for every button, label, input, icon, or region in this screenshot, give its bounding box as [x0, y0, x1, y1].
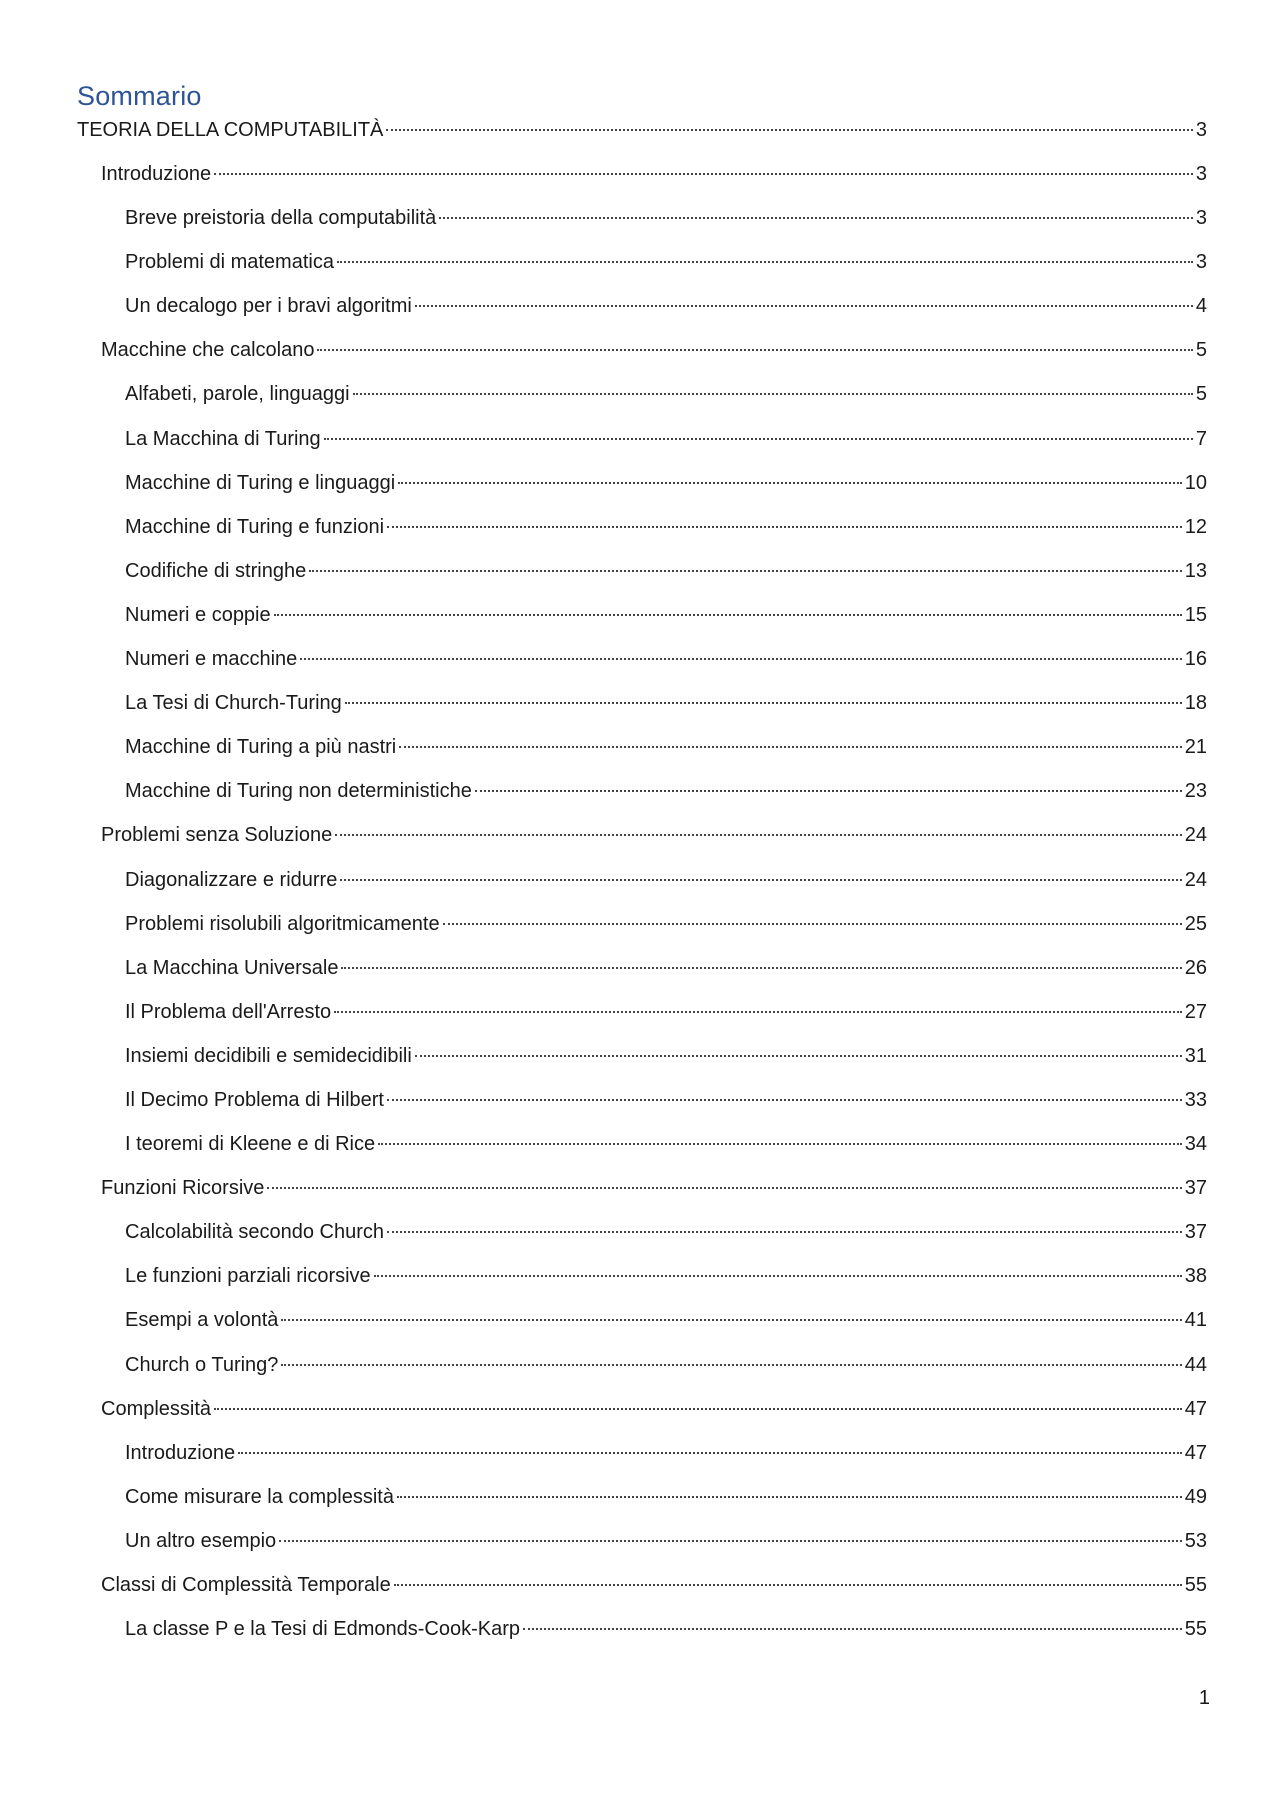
toc-dot-leader [317, 349, 1192, 351]
toc-entry[interactable] [77, 1475, 1207, 1519]
toc-entry-page-number[interactable]: 44 [1184, 1353, 1207, 1376]
toc-entry-page-number[interactable]: 24 [1184, 868, 1207, 891]
toc-entry[interactable] [77, 990, 1207, 1034]
toc-dot-leader [378, 1143, 1182, 1145]
toc-entry-label[interactable]: Complessità [101, 1397, 212, 1420]
toc-dot-leader [523, 1628, 1182, 1630]
toc-list [77, 108, 1207, 1651]
toc-dot-leader [386, 129, 1192, 131]
toc-entry[interactable] [77, 858, 1207, 902]
toc-entry-page-number[interactable]: 34 [1184, 1133, 1207, 1156]
toc-entry-page-number[interactable]: 5 [1195, 383, 1207, 406]
toc-entry[interactable] [77, 1210, 1207, 1254]
toc-entry-label[interactable]: Breve preistoria della computabilità [125, 207, 437, 230]
page-number: 1 [1198, 1687, 1210, 1709]
toc-dot-leader [374, 1275, 1182, 1277]
toc-entry-page-number[interactable]: 15 [1184, 603, 1207, 626]
toc-dot-leader [443, 923, 1182, 925]
toc-entry-page-number[interactable]: 3 [1195, 163, 1207, 185]
toc-entry-label[interactable]: Macchine che calcolano [101, 339, 315, 362]
toc-entry[interactable] [77, 902, 1207, 946]
toc-entry-label[interactable]: Problemi di matematica [125, 251, 334, 274]
toc-entry[interactable] [77, 1166, 1207, 1210]
toc-entry[interactable] [77, 681, 1207, 725]
toc-entry-page-number[interactable]: 49 [1184, 1485, 1207, 1508]
toc-entry[interactable] [77, 417, 1207, 461]
toc-entry-label[interactable]: I teoremi di Kleene e di Rice [125, 1133, 376, 1156]
toc-entry[interactable] [77, 1122, 1207, 1166]
toc-entry[interactable] [77, 946, 1207, 990]
toc-entry-label[interactable]: Il Problema dell'Arresto [125, 1000, 332, 1023]
toc-entry-label[interactable]: Church o Turing? [125, 1353, 279, 1376]
toc-entry-page-number[interactable]: 7 [1195, 427, 1207, 450]
toc-entry-page-number[interactable]: 47 [1184, 1441, 1207, 1464]
toc-dot-leader [274, 614, 1182, 616]
toc-dot-leader [394, 1584, 1182, 1586]
toc-dot-leader [267, 1187, 1181, 1189]
toc-dot-leader [337, 261, 1193, 263]
toc-entry-page-number[interactable]: 18 [1184, 692, 1207, 715]
toc-entry-label[interactable]: Insiemi decidibili e semidecidibili [125, 1044, 412, 1067]
toc-entry[interactable] [77, 505, 1207, 549]
toc-entry-label[interactable]: Classi di Complessità Temporale [101, 1574, 391, 1596]
toc-entry-label[interactable]: La classe P e la Tesi di Edmonds-Cook-Karp [125, 1618, 521, 1641]
toc-entry-page-number[interactable]: 3 [1195, 207, 1207, 230]
toc-dot-leader [309, 570, 1182, 572]
toc-entry-page-number[interactable]: 5 [1195, 339, 1207, 362]
toc-dot-leader [238, 1452, 1182, 1454]
toc-entry-label[interactable]: Funzioni Ricorsive [101, 1177, 265, 1200]
toc-dot-leader [353, 393, 1193, 395]
toc-entry-label[interactable]: Un altro esempio [125, 1529, 277, 1552]
toc-dot-leader [398, 482, 1182, 484]
toc-entry-page-number[interactable]: 38 [1184, 1265, 1207, 1288]
toc-entry-page-number[interactable]: 55 [1184, 1618, 1207, 1641]
toc-entry-page-number[interactable]: 16 [1184, 648, 1207, 671]
toc-dot-leader [397, 1496, 1182, 1498]
toc-entry[interactable] [77, 1563, 1207, 1607]
toc-dot-leader [279, 1540, 1182, 1542]
toc-entry-label[interactable]: Diagonalizzare e ridurre [125, 868, 338, 891]
toc-entry-label[interactable]: Macchine di Turing non deterministiche [125, 780, 472, 803]
toc-dot-leader [214, 173, 1193, 175]
toc-entry[interactable] [77, 372, 1207, 416]
toc-dot-leader [335, 834, 1182, 836]
toc-dot-leader [345, 702, 1182, 704]
toc-dot-leader [281, 1319, 1181, 1321]
toc-entry-page-number[interactable]: 55 [1184, 1574, 1207, 1596]
toc-entry-page-number[interactable]: 25 [1184, 912, 1207, 935]
toc-entry-page-number[interactable]: 3 [1195, 251, 1207, 274]
toc-entry[interactable] [77, 1034, 1207, 1078]
toc-entry[interactable] [77, 328, 1207, 372]
toc-entry-label[interactable]: Introduzione [125, 1441, 236, 1464]
toc-entry[interactable] [77, 725, 1207, 769]
toc-entry-label[interactable]: Esempi a volontà [125, 1309, 279, 1332]
toc-entry-label[interactable]: La Tesi di Church-Turing [125, 692, 342, 715]
toc-dot-leader [214, 1408, 1182, 1410]
toc-entry-page-number[interactable]: 37 [1184, 1221, 1207, 1244]
toc-entry-label[interactable]: Introduzione [101, 163, 212, 185]
toc-dot-leader [475, 790, 1182, 792]
toc-entry-label[interactable]: La Macchina di Turing [125, 427, 321, 450]
toc-entry-page-number[interactable]: 37 [1184, 1177, 1207, 1200]
toc-entry-label[interactable]: Numeri e coppie [125, 603, 271, 626]
toc-entry-page-number[interactable]: 24 [1184, 824, 1207, 847]
toc-entry-label[interactable]: Un decalogo per i bravi algoritmi [125, 295, 412, 318]
toc-entry[interactable] [77, 1607, 1207, 1651]
toc-entry[interactable] [77, 284, 1207, 328]
toc-dot-leader [399, 746, 1182, 748]
toc-dot-leader [300, 658, 1181, 660]
toc-entry-label[interactable]: Il Decimo Problema di Hilbert [125, 1088, 384, 1111]
toc-entry[interactable] [77, 637, 1207, 681]
toc-entry[interactable] [77, 1298, 1207, 1342]
toc-entry-page-number[interactable]: 21 [1184, 736, 1207, 759]
toc-entry-label[interactable]: TEORIA DELLA COMPUTABILITÀ [77, 119, 384, 141]
toc-dot-leader [387, 1231, 1182, 1233]
toc-dot-leader [281, 1364, 1181, 1366]
toc-entry-page-number[interactable]: 12 [1184, 515, 1207, 538]
toc-entry-label[interactable]: Numeri e macchine [125, 648, 298, 671]
toc-entry-label[interactable]: Come misurare la complessità [125, 1485, 394, 1508]
toc-entry[interactable] [77, 813, 1207, 857]
toc-entry-label[interactable]: Problemi risolubili algoritmicamente [125, 912, 440, 935]
toc-entry-page-number[interactable]: 33 [1184, 1088, 1207, 1111]
toc-dot-leader [439, 217, 1193, 219]
toc-entry-page-number[interactable]: 23 [1184, 780, 1207, 803]
toc-entry[interactable] [77, 152, 1207, 196]
toc-entry-label[interactable]: Macchine di Turing a più nastri [125, 736, 397, 759]
toc-entry-label[interactable]: Calcolabilità secondo Church [125, 1221, 385, 1244]
toc-entry-label[interactable]: Problemi senza Soluzione [101, 824, 333, 847]
toc-entry[interactable] [77, 769, 1207, 813]
toc-entry[interactable] [77, 1519, 1207, 1563]
toc-dot-leader [340, 879, 1181, 881]
toc-entry[interactable] [77, 196, 1207, 240]
toc-entry-label[interactable]: Alfabeti, parole, linguaggi [125, 383, 350, 406]
toc-entry-label[interactable]: Le funzioni parziali ricorsive [125, 1265, 371, 1288]
toc-dot-leader [415, 1055, 1182, 1057]
toc-dot-leader [387, 1099, 1182, 1101]
toc-entry[interactable] [77, 1254, 1207, 1298]
toc-entry-page-number[interactable]: 10 [1184, 471, 1207, 494]
toc-entry[interactable] [77, 549, 1207, 593]
toc-entry-page-number[interactable]: 13 [1184, 559, 1207, 582]
toc-entry[interactable] [77, 593, 1207, 637]
toc-entry[interactable] [77, 1431, 1207, 1475]
toc-entry[interactable] [77, 1078, 1207, 1122]
toc-entry-page-number[interactable]: 31 [1184, 1044, 1207, 1067]
toc-entry-page-number[interactable]: 53 [1184, 1529, 1207, 1552]
toc-entry-label[interactable]: Macchine di Turing e linguaggi [125, 471, 396, 494]
toc-dot-leader [334, 1011, 1182, 1013]
toc-entry-page-number[interactable]: 4 [1195, 295, 1207, 318]
toc-entry-page-number[interactable]: 26 [1184, 956, 1207, 979]
toc-entry[interactable] [77, 240, 1207, 284]
toc-entry-page-number[interactable]: 47 [1184, 1397, 1207, 1420]
toc-dot-leader [387, 526, 1182, 528]
toc-title: Sommario [77, 81, 202, 111]
toc-entry[interactable] [77, 108, 1207, 152]
toc-entry-page-number[interactable]: 27 [1184, 1000, 1207, 1023]
toc-entry-page-number[interactable]: 3 [1195, 119, 1207, 141]
toc-entry-page-number[interactable]: 41 [1184, 1309, 1207, 1332]
toc-dot-leader [341, 967, 1181, 969]
toc-entry-label[interactable]: Macchine di Turing e funzioni [125, 515, 385, 538]
toc-dot-leader [324, 438, 1193, 440]
toc-entry[interactable] [77, 1343, 1207, 1387]
toc-entry[interactable] [77, 1387, 1207, 1431]
toc-entry-label[interactable]: La Macchina Universale [125, 956, 339, 979]
toc-entry[interactable] [77, 461, 1207, 505]
toc-entry-label[interactable]: Codifiche di stringhe [125, 559, 307, 582]
toc-dot-leader [415, 305, 1193, 307]
